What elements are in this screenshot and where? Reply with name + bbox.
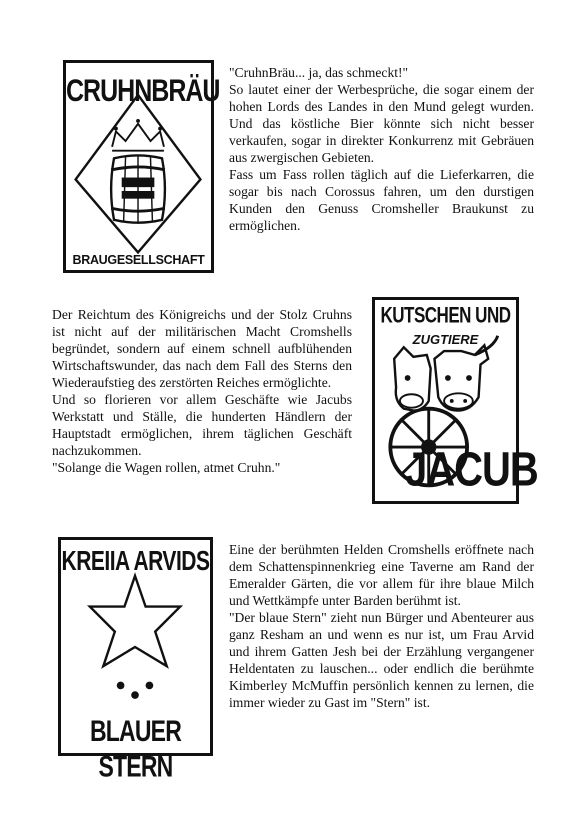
cruhnbraeu-logo-subtitle: BRAUGESELLSCHAFT bbox=[72, 253, 205, 267]
jacub-logo-subtitle: ZUGTIERE bbox=[412, 332, 479, 347]
blauer-stern-logo-title: KREIIA ARVIDS bbox=[61, 546, 210, 577]
jacub-logo-title: KUTSCHEN UND bbox=[380, 303, 511, 328]
jacub-text bbox=[52, 306, 352, 476]
jacub-paragraph: Und so florieren vor allem Geschäfte wie Jacubs Werkstatt und Ställe, die hunderten Händlern der Hauptstadt ermöglichen, ihrem täglichen Geschäft nachzukommen. bbox=[52, 392, 352, 458]
cruhnbraeu-logo bbox=[63, 60, 220, 273]
cruhnbraeu-paragraph: Fass um Fass rollen täglich auf die Lieferkarren, die sogar bis nach Corossus fahren, um den durstigen Kunden den Genuss Cromsheller Braukunst zu ermöglichen. bbox=[229, 167, 534, 233]
blauer-stern-logo-name: BLAUER STERN bbox=[89, 713, 182, 783]
cruhnbraeu-slogan: "CruhnBräu... ja, das schmeckt!" bbox=[229, 65, 409, 80]
jacub-quote: "Solange die Wagen rollen, atmet Cruhn." bbox=[52, 460, 281, 475]
jacub-logo-name: JACUB bbox=[405, 443, 538, 497]
jacub-paragraph: Der Reichtum des Königreichs und der Stolz Cruhns ist nicht auf der militärischen Macht Cromshells begründet, sondern auf einem schnell aufblühenden Wirtschaftswunder, das nach dem Fall des Sterns den Wiederaufstieg des zerstörten Reiches ermöglichte. bbox=[52, 307, 352, 390]
cruhnbraeu-paragraph: So lautet einer der Werbesprüche, die sogar einem der hohen Lords des Landes in den Mund gelegt wurden. Und das köstliche Bier könnte sich nicht besser verkaufen, sogar in direkter Konkurrenz mit Gebräuen aus zwergischen Gebieten. bbox=[229, 82, 534, 165]
blauer-stern-logo bbox=[58, 537, 213, 783]
blauer-stern-text bbox=[229, 541, 534, 711]
cruhnbraeu-text bbox=[229, 64, 534, 234]
blauer-stern-paragraph: "Der blaue Stern" zieht nun Bürger und Abenteurer aus ganz Resham an und wenn es nur ist, um Frau Arvid und ihrem Gatten Jesh bei der Erzählung vergangener Heldentaten zu lauschen... oder endlich die berühmte Kimberley McMuffin persönlich kennen zu lernen, die immer wieder zu Gast im "Stern" ist. bbox=[229, 610, 534, 710]
jacub-logo bbox=[372, 297, 538, 504]
blauer-stern-paragraph: Eine der berühmten Helden Cromshells eröffnete nach dem Schattenspinnenkrieg eine Taverne am Rand der Emeralder Gärten, die vor allem für ihre blaue Milch und Wettkämpfe unter Barden berühmt ist. bbox=[229, 542, 534, 608]
cruhnbraeu-logo-title: CRUHNBRÄU bbox=[66, 73, 220, 109]
